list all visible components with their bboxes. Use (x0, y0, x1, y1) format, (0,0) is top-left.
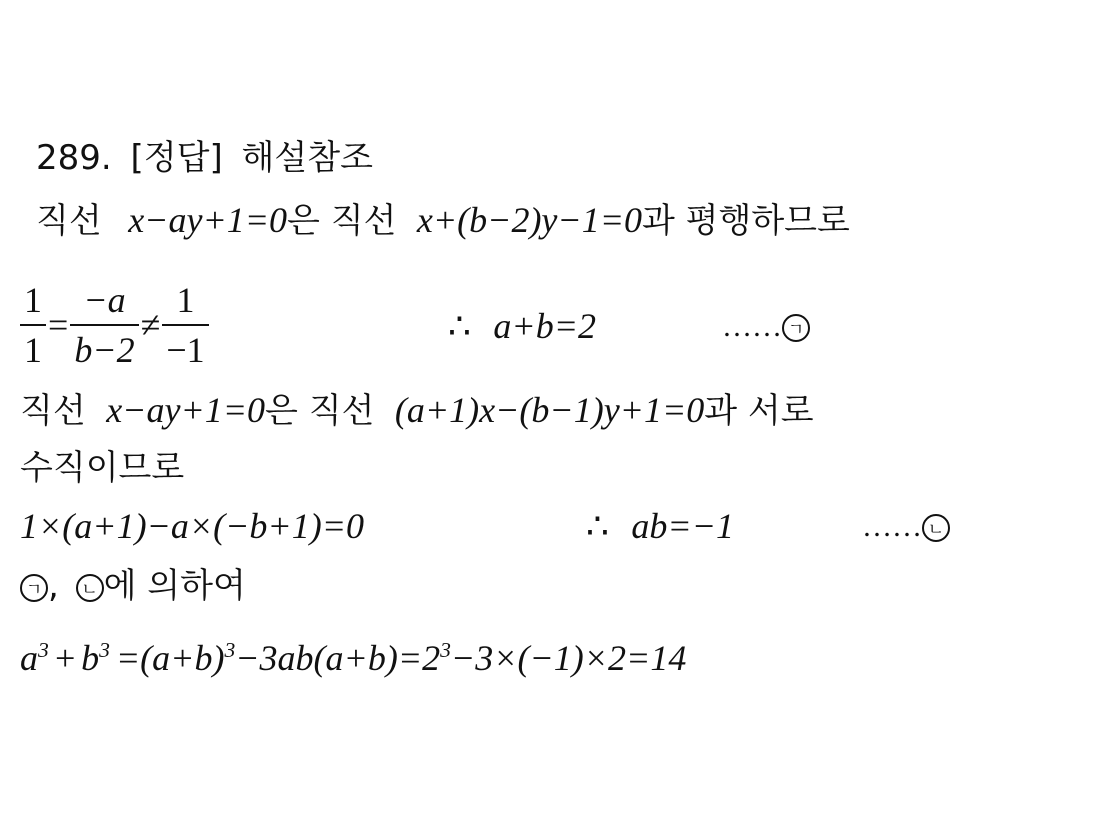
marker-line-2 (722, 306, 810, 347)
equation: x+(b−2)y−1=0 (416, 200, 642, 240)
fraction-1 (20, 280, 46, 370)
not-equal-sign: ≠ (140, 305, 161, 345)
text-segment: 은 직선 (287, 201, 397, 241)
exponent: 3 (99, 638, 110, 662)
fraction-denominator: b−2 (74, 330, 135, 370)
circled-giyeok-icon: ㄱ (782, 314, 810, 342)
leader-dots: …… (722, 310, 782, 343)
exponent: 3 (38, 638, 49, 662)
problem-header (36, 138, 373, 178)
result-line-2 (448, 306, 596, 348)
fraction-numerator: 1 (176, 280, 195, 320)
equation: 1×(a+1)−a×(−b+1)=0 (20, 506, 365, 546)
text-segment: 과 서로 (704, 391, 814, 431)
exponent: 3 (224, 638, 236, 662)
fraction-bar (162, 324, 208, 326)
solution-line-2 (20, 280, 209, 370)
separator: , (48, 566, 59, 606)
fraction-bar (70, 324, 138, 326)
equals-sign: = (48, 305, 69, 345)
answer-tag: [정답] (130, 138, 223, 178)
variable-b: b (81, 638, 100, 678)
solution-line-5 (20, 506, 364, 548)
equation: x−ay+1=0 (106, 390, 266, 430)
solution-line-6 (20, 566, 246, 606)
equation-segment: =(a+b) (115, 638, 225, 678)
solution-line-7 (20, 630, 686, 678)
circled-giyeok-icon: ㄱ (20, 574, 48, 602)
therefore-symbol: ∴ (586, 506, 609, 546)
text-segment: 직선 (36, 201, 102, 241)
equation: (a+1)x−(b−1)y+1=0 (394, 390, 705, 430)
circled-nieun-icon: ㄴ (76, 574, 104, 602)
text-segment: 과 평행하므로 (642, 201, 850, 241)
text-segment: 은 직선 (265, 391, 375, 431)
fraction-denominator: −1 (166, 330, 205, 370)
text-segment: 에 의하여 (103, 566, 246, 606)
result-equation: a+b=2 (493, 306, 596, 346)
text-segment: 직선 (20, 391, 86, 431)
marker-line-5 (862, 506, 950, 547)
problem-number: 289. (36, 138, 112, 178)
solution-line-3 (20, 390, 814, 432)
exponent: 3 (440, 638, 451, 662)
leader-dots: …… (862, 510, 922, 543)
therefore-symbol: ∴ (448, 306, 471, 346)
result-line-5 (586, 506, 734, 548)
circled-nieun-icon: ㄴ (922, 514, 950, 542)
fraction-3 (162, 280, 208, 370)
equation-segment: −3ab(a+b)=2 (235, 638, 441, 678)
fraction-2 (70, 280, 138, 370)
fraction-bar (20, 324, 46, 326)
result-equation: ab=−1 (631, 506, 734, 546)
fraction-numerator: 1 (24, 280, 42, 320)
equation-segment: −3×(−1)×2=14 (450, 638, 687, 678)
text-segment: 수직이므로 (20, 448, 185, 488)
solution-line-4 (20, 448, 184, 488)
equation: x−ay+1=0 (128, 200, 288, 240)
fraction-denominator: 1 (24, 330, 42, 370)
fraction-numerator: −a (83, 280, 126, 320)
plus-sign: + (52, 638, 78, 678)
variable-a: a (20, 638, 38, 678)
answer-text: 해설참조 (241, 138, 373, 178)
solution-line-1 (36, 200, 850, 242)
